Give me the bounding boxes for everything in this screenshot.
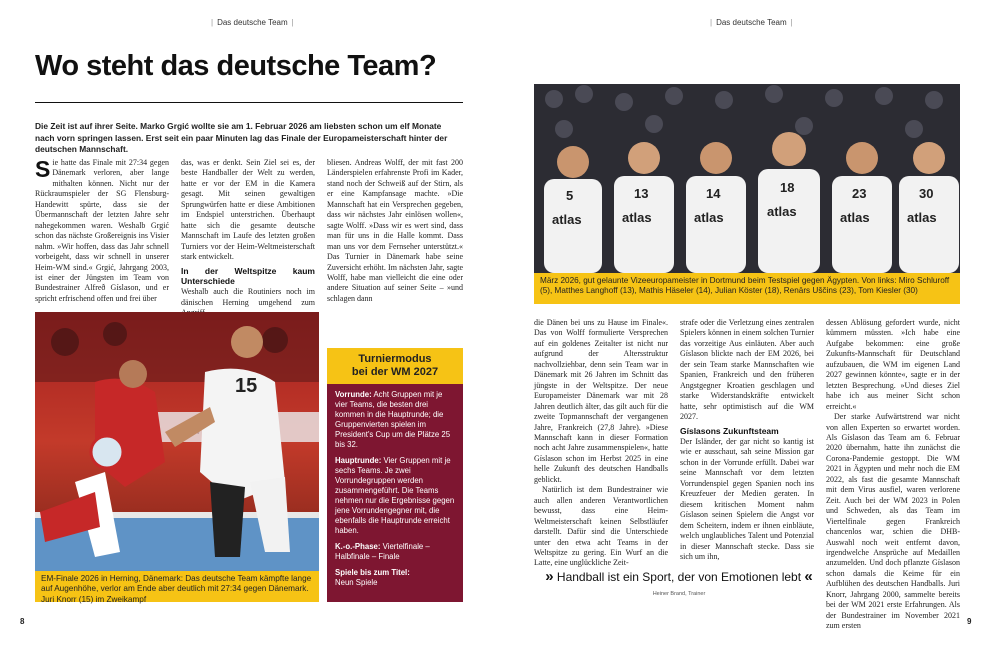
sponsor-logo: atlas (840, 210, 870, 225)
subhead-weltspitze: In der Weltspitze kaum Unterschiede (181, 265, 315, 286)
tournament-mode-title-line2: bei der WM 2027 (351, 366, 439, 378)
jersey-30: 30 (919, 186, 934, 201)
right-photo-illustration (534, 84, 960, 273)
right-column-3 (826, 318, 960, 632)
sponsor-logo: atlas (767, 204, 797, 219)
sponsor-logo: atlas (622, 210, 652, 225)
left-photo-match (35, 312, 319, 571)
running-head-left: | Das deutsche Team | (211, 18, 294, 27)
left-column-1 (35, 158, 169, 304)
tournament-item-key: Vorrunde: (335, 390, 372, 399)
right-column-3-text: dessen Ablösung gefordert wurde, nicht kümmern müssten. »Ich habe eine Aufgabe bekommen: eine große Zukunfts-Mannschaft für Deutschland aufzubauen, die WM im eigenen Land 2027 gewinnen könnte«, sagte er in der letzten Besprechung. »Und dieses Ziel habe ich aus meiner Sicht schon erreicht.« (826, 318, 960, 411)
jersey-23: 23 (852, 186, 867, 201)
tournament-item (335, 542, 455, 562)
right-column-1 (534, 318, 668, 569)
sponsor-logo: atlas (552, 212, 582, 227)
tournament-item-text: Viertelfinale – Halbfinale – Finale (335, 542, 430, 561)
right-photo-caption: März 2026, gut gelaunte Vizeeuropameister in Dortmund beim Testspiel gegen Ägypten. Von links: Miro Schluroff (5), Matthes Langhoff (13), Mathis Häseler (14), Julian Köster (18), Renārs Uščins (23), Tom Kiesler (30) (534, 273, 960, 304)
tournament-item (335, 390, 455, 450)
tournament-item-text: Acht Gruppen mit je vier Teams, die besten drei kommen in die Hauptrunde; die Gruppenvierten spielen im President's Cup um die Plätze 25 bis 32. (335, 390, 451, 449)
jersey-number: 15 (235, 375, 258, 397)
page-number-right: 9 (967, 617, 972, 626)
left-photo-caption: EM-Finale 2026 in Herning, Dänemark: Das deutsche Team kämpfte lange auf Augenhöhe, verlor am Ende aber deutlich mit 27:34 gegen Dänemark. Juri Knorr (15) im Zweikampf (35, 571, 319, 602)
tournament-item-text: Neun Spiele (335, 578, 378, 587)
tournament-mode-body (327, 384, 463, 600)
subhead-zukunftsteam: Gíslasons Zukunftsteam (680, 425, 779, 436)
headline-rule (35, 102, 463, 103)
left-column-3 (327, 158, 463, 304)
tournament-mode-title-line1: Turniermodus (358, 353, 432, 365)
tournament-item-key: Spiele bis zum Titel: (335, 568, 410, 577)
jersey-5: 5 (566, 188, 574, 203)
tournament-item-key: K.-o.-Phase: (335, 542, 381, 551)
jersey-18: 18 (780, 180, 795, 195)
tournament-item (335, 456, 455, 536)
jersey-13: 13 (634, 186, 649, 201)
tournament-mode-title (327, 348, 463, 384)
left-photo-illustration (35, 312, 319, 571)
tournament-item-text: Vier Gruppen mit je sechs Teams. Je zwei Vorrundegruppen werden zusammengeführt. Die Teams nehmen nur die Ergebnisse gegen jene Vorrundengegner mit, die ebenfalls die Hauptrunde erreicht haben. (335, 456, 455, 535)
page-number-left: 8 (20, 617, 25, 626)
article-lead: Die Zeit ist auf ihrer Seite. Marko Grgić wollte sie am 1. Februar 2026 am liebsten schon um elf Monate nach vorn springen lassen. Erst seit ein paar Minuten lag das Finale der Europameisterschaft hinter der deutschen Mannschaft. (35, 121, 448, 154)
left-column-2 (181, 158, 315, 319)
right-column-2-text: strafe oder die Verletzung eines zentralen Spielers können in einem solchen Turnier das vorzeitige Aus einläuten. Aber auch Gíslason blickte nach der EM 2026, bei der sein Team starke Mannschaften wie Spanien, Frankreich und den früheren Angstgegner Kroatien geschlagen und starke Widerstandskräfte entwickelt hatte, sehr optimistisch auf die WM 2027. (680, 318, 814, 422)
tournament-mode-box (327, 348, 463, 602)
left-column-2-text: das, was er denkt. Sein Ziel sei es, der beste Handballer der Welt zu werden, hatte er vor der EM in die Kamera gesagt. Mit seinen gewaltigen Sprungwürfen hatte er diese Ambitionen im Endspiel unterstrichen. Überhaupt hatte sich die gesamte deutsche Mannschaft im Laufe des letzten großen Turniers vor der Heim-Weltmeisterschaft stark entwickelt. (181, 158, 315, 262)
drop-cap: S (35, 156, 51, 182)
left-column-3-text: bliesen. Andreas Wolff, der mit fast 200 Länderspielen erfahrenste Profi im Kader, stand noch der Schweiß auf der Stirn, als er eine Kampfansage machte. »Die Mannschaft hat ein Versprechen gegeben, dass wir nächstes Jahr einlösen wollen«, sagte Wolff. »Dass wir es wert sind, dass man für uns in die Halle kommt. Dass man uns vor dem Fernseher unterstützt.« Das Turnier in Dänemark habe seine Zuversicht erhöht. Im nächsten Jahr, sagte Wolff, habe man vielleicht die eine oder andere Situation auf seiner Seite – »und schlagen dann (327, 158, 463, 303)
right-photo-team (534, 84, 960, 273)
right-column-1-text: die Dänen bei uns zu Hause im Finale«. Das von Wolff formulierte Versprechen auf ein goldenes Zeitalter ist nicht nur aufgrund der Altersstruktur nachvollziehbar, denn sein Team war in Dänemark mit 26 Jahren im Schnitt das jüngste in der Weltspitze. Der neue Europameister Dänemark war mit 28 Jahren deutlich älter, das gilt auch für die zweite Topmannschaft der vergangenen Jahre, Frankreich (27,8 Jahre). »Diese Mannschaft kann in dieser Formation noch acht Jahre zusammenspielen«, hatte Gíslason schon im Herbst 2025 in eine helle Zukunft des deutschen Handballs geblickt. (534, 318, 668, 484)
left-column-2b-text: Weshalb auch die Routiniers noch im dänischen Herning umgehend zum (181, 287, 315, 307)
right-column-3b-text: Der starke Aufwärtstrend war nicht von allen Experten so erwartet worden. Als Gíslason das Team am 6. Februar 2020 übernahm, hatte ihn zunächst die Corona-Pandemie gestoppt. Die WM 2021 in Ägypten und mehr noch die EM 2022, als fast die gesamte Mannschaft mit dem Virus ausfiel, waren verlorene Zeit. Auch bei der WM 2023 in Polen und Schweden, als das Team im Viertelfinale gegen Frankreich chancenlos war, schien die DHB-Auswahl noch weit entfernt davon, irgendwelche Ansprüche auf Medaillen anzumelden. Und doch pflanzte Gíslason schon damals die Keime für ein Aufblühen des deutschen Handballs. Juri Knorr, Jahrgang 2000, sammelte bereits bei der WM 2021 erste Erfahrungen. Als der Bundestrainer im November 2021 zum ersten (826, 412, 960, 631)
right-column-2b-text: Der Isländer, der gar nicht so kantig ist wie er ausschaut, sah seine Mission gar schon in der Vorrunde erfüllt. Dabei war seine Mannschaft vor dem letzten Vorrundenspiel gegen Spanien noch ins Kreuzfeuer der Medien geraten. In diesem kritischen Moment nahm Gíslason seinen Spielern die Angst vor dem Scheitern, indem er ihnen einbläute, welch unglaubliches Talent und Potenzial in dieser Mannschaft stecke. Dass sie sich um ihn, (680, 436, 814, 561)
sponsor-logo: atlas (694, 210, 724, 225)
tournament-item-key: Hauptrunde: (335, 456, 382, 465)
quote-author: Heiner Brand, Trainer (652, 591, 706, 597)
left-column-1-text: ie hatte das Finale mit 27:34 gegen Dänemark verloren, aber lange mithalten können. Nicht nur der Rückraumspieler der SG Flensburg-Handewitt spürte, dass sie der Übermannschaft der letzten Jahre sehr nahegekommen waren. Weshalb Grgić schon das nächste Großereignis ins Visier nahm. »Wir hoffen, dass das Jahr schnell vorbeigeht, dass wir schnell in unserer Heim-WM sind.« Grgić, Jahrgang 2003, ist einer der Jüngsten im Team von Bundestrainer Alfreð Gíslason, und er spricht erfrischend offen und frei über (35, 158, 169, 303)
quote-open-mark: » (545, 568, 554, 585)
tournament-item (335, 568, 455, 588)
quote-close-mark: « (804, 568, 813, 585)
quote-text: Handball ist ein Sport, der von Emotionen lebt (556, 570, 802, 584)
sponsor-logo: atlas (907, 210, 937, 225)
article-headline: Wo steht das deutsche Team? (35, 50, 437, 82)
right-column-2 (680, 318, 814, 562)
right-column-1b-text: Natürlich ist dem Bundestrainer wie auch allen anderen Verantwortlichen bewusst, dass eine Heim-Weltmeisterschaft keinen Selbstläufer darstellt. Dafür sind die Unterschiede unter den etwa acht Teams in der Weltspitze zu gering. Ein Wurf an die Latte, eine unglückliche Zeit- (534, 485, 668, 568)
running-head-right: | Das deutsche Team | (710, 18, 793, 27)
pull-quote (534, 568, 824, 585)
jersey-14: 14 (706, 186, 721, 201)
